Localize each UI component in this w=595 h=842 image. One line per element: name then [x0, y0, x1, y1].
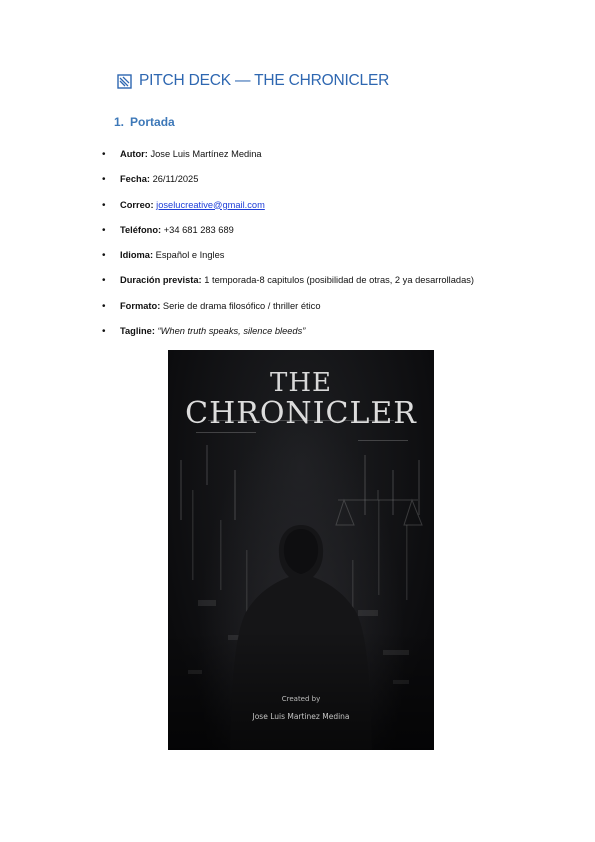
field-value: 26/11/2025	[152, 174, 199, 185]
page-title: PITCH DECK — THE CHRONICLER	[139, 72, 390, 89]
list-item-autor	[102, 146, 474, 171]
list-item-telefono	[102, 222, 474, 247]
field-value: +34 681 283 689	[163, 224, 234, 235]
list-item-formato	[102, 298, 474, 323]
list-item-tagline	[102, 323, 474, 348]
poster-title-line1: THE	[270, 368, 332, 398]
poster-title-line2: CHRONICLER	[185, 396, 417, 431]
field-value: 1 temporada-8 capitulos (posibilidad de otras, 2 ya desarrolladas)	[204, 275, 474, 286]
list-item-duracion	[102, 272, 474, 297]
poster-author: Jose Luis Martinez Medina	[252, 712, 350, 721]
field-label: Teléfono:	[120, 224, 162, 235]
section-number: 1.	[114, 115, 125, 129]
email-link[interactable]: joselucreative@gmail.com	[156, 199, 265, 210]
field-label: Idioma:	[120, 250, 154, 261]
tagline-text: “When truth speaks, silence bleeds”	[157, 326, 306, 337]
poster-image	[168, 350, 434, 750]
section-heading	[114, 115, 175, 129]
info-list	[102, 146, 474, 348]
field-label: Correo:	[120, 199, 154, 210]
field-label: Formato:	[120, 300, 161, 311]
field-value: Jose Luis Martínez Medina	[150, 149, 262, 159]
section-title: Portada	[130, 115, 175, 129]
field-label: Fecha:	[120, 174, 150, 185]
document-title	[117, 72, 389, 90]
poster-created-by: Created by	[281, 695, 321, 703]
field-label: Tagline:	[120, 326, 155, 337]
field-label: Autor:	[120, 149, 148, 159]
field-label: Duración prevista:	[120, 275, 202, 286]
list-item-correo	[102, 197, 474, 222]
list-item-fecha	[102, 171, 474, 196]
field-value: Español e Ingles	[155, 250, 225, 261]
document-icon	[117, 74, 132, 89]
list-item-idioma	[102, 247, 474, 272]
field-value: Serie de drama filosófico / thriller ético	[162, 300, 321, 311]
